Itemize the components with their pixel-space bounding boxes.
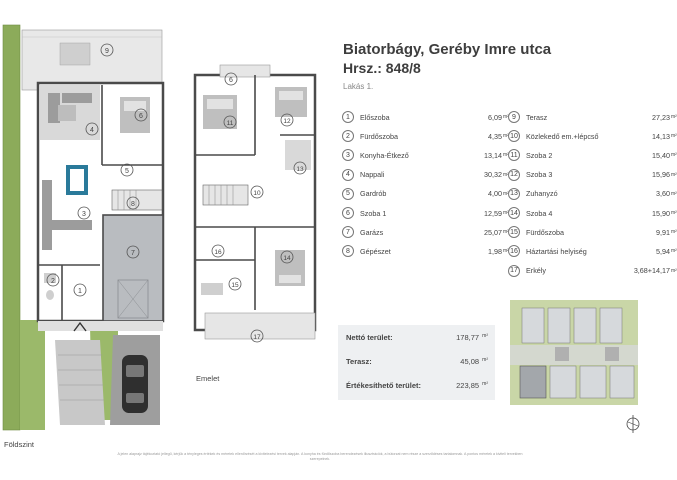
legend-number: 14 — [508, 207, 520, 219]
legend-row-6 — [342, 206, 509, 220]
legend-room-name: Konyha-Étkező — [360, 150, 409, 160]
legend-room-area: 3,68+14,17 — [633, 266, 670, 276]
legend-area-unit: m² — [671, 229, 677, 236]
legend-room-area: 6,09 — [488, 112, 502, 122]
legend-area-unit: m² — [671, 248, 677, 255]
svg-text:11: 11 — [226, 120, 234, 127]
lawn-bottom — [20, 320, 45, 430]
svg-text:6: 6 — [229, 77, 233, 84]
legend-room-area: 12,59 — [484, 208, 502, 218]
legend-room-name: Közlekedő em.+lépcső — [526, 131, 599, 141]
legend-number: 6 — [342, 207, 354, 219]
legend-area-unit: m² — [503, 210, 509, 216]
disclaimer-footnote: A jelen alaprajz tájékoztató jellegű, kérjük a tényleges értékek és méretek ellenőrzését a kivitelezési tervek alapján. A konyha és fürdőszoba berendezések illusztrációk, a bútorzat nem része a szerződéses tartalomnak. A pontos méretek a kiviteli tervekben szerepelnek. — [117, 452, 523, 461]
legend-area-unit: m² — [671, 210, 677, 216]
svg-text:7: 7 — [131, 250, 135, 257]
legend-row-1 — [342, 110, 509, 124]
legend-room-area: 25,07 — [484, 227, 502, 237]
svg-text:3: 3 — [82, 211, 86, 218]
legend-room-name: Erkély — [526, 266, 546, 276]
legend-room-area: 13,14 — [484, 150, 502, 160]
car — [122, 355, 148, 413]
legend-room-area: 30,32 — [484, 170, 502, 180]
legend-room-name: Nappali — [360, 170, 385, 180]
legend-row-2 — [342, 129, 509, 143]
svg-text:10: 10 — [253, 190, 261, 197]
legend-room-area: 14,13 — [652, 131, 670, 141]
svg-text:4: 4 — [90, 127, 94, 134]
net-area-label: Nettó terület: — [346, 333, 393, 342]
legend-row-11 — [508, 148, 677, 162]
legend-room-name: Fürdőszoba — [360, 131, 398, 141]
legend-room-name: Gépészet — [360, 246, 391, 256]
svg-text:2: 2 — [51, 278, 55, 285]
legend-room-name: Előszoba — [360, 112, 390, 122]
svg-text:17: 17 — [253, 334, 261, 341]
legend-row-15 — [508, 225, 677, 239]
legend-number: 4 — [342, 169, 354, 181]
legend-row-14 — [508, 206, 677, 220]
legend-area-unit: m² — [503, 133, 509, 140]
legend-room-area: 15,90 — [652, 208, 670, 218]
svg-text:6: 6 — [139, 113, 143, 120]
legend-number: 1 — [342, 111, 354, 123]
garage-floor — [103, 215, 163, 321]
legend-area-unit: m² — [503, 248, 509, 255]
legend-number: 17 — [508, 265, 520, 277]
legend-number: 16 — [508, 245, 520, 257]
legend-row-3 — [342, 148, 509, 162]
legend-row-17 — [508, 264, 677, 278]
legend-number: 10 — [508, 130, 520, 142]
legend-area-unit: m² — [671, 190, 677, 197]
legend-row-7 — [342, 225, 509, 239]
north-arrow-icon — [626, 412, 640, 436]
legend-room-area: 4,35 — [488, 131, 502, 141]
unit-name: Lakás 1. — [343, 82, 374, 91]
legend-area-unit: m² — [503, 190, 509, 197]
upper-floor-label: Emelet — [196, 374, 220, 383]
legend-area-unit: m² — [503, 171, 509, 178]
legend-row-5 — [342, 187, 509, 201]
legend-room-name: Szoba 4 — [526, 208, 553, 218]
ground-floor-plan — [0, 25, 175, 445]
area-totals-box — [338, 325, 495, 400]
terrace-area — [22, 30, 162, 90]
legend-area-unit: m² — [671, 152, 677, 159]
site-map-thumbnail — [510, 300, 638, 405]
legend-area-unit: m² — [671, 171, 677, 178]
terrace-area-value: 45,08 — [460, 357, 480, 366]
svg-text:16: 16 — [214, 249, 222, 256]
legend-number: 2 — [342, 130, 354, 142]
lawn-strip — [3, 25, 20, 430]
legend-room-name: Zuhanyzó — [526, 189, 558, 199]
net-area-row: Nettó terület: 178,77 $^{m^2}$ — [346, 333, 488, 342]
legend-row-10 — [508, 129, 677, 143]
legend-row-13 — [508, 187, 677, 201]
legend-number: 11 — [508, 149, 520, 161]
legend-number: 5 — [342, 188, 354, 200]
net-area-value: 178,77 — [456, 333, 480, 342]
legend-room-area: 5,94 — [656, 246, 670, 256]
terrace-area-row: Terasz: 45,08 $^{m^2}$ — [346, 357, 488, 366]
legend-room-area: 15,96 — [652, 170, 670, 180]
legend-room-area: 15,40 — [652, 150, 670, 160]
legend-room-name: Gardrób — [360, 189, 387, 199]
legend-area-unit: m² — [503, 114, 509, 120]
legend-room-area: 3,60 — [656, 189, 670, 199]
ground-floor-label: Földszint — [4, 440, 35, 449]
legend-area-unit: m² — [503, 229, 509, 236]
svg-text:12: 12 — [283, 118, 291, 125]
legend-number: 13 — [508, 188, 520, 200]
terrace-area-label: Terasz: — [346, 357, 372, 366]
legend-room-name: Szoba 3 — [526, 170, 553, 180]
legend-area-unit: m² — [503, 152, 509, 159]
legend-room-name: Terasz — [526, 112, 548, 122]
legend-number: 15 — [508, 226, 520, 238]
svg-text:5: 5 — [125, 168, 129, 175]
legend-area-unit: m² — [671, 133, 677, 140]
legend-room-name: Háztartási helyiség — [526, 246, 587, 256]
legend-area-unit: m² — [671, 114, 677, 120]
legend-number: 7 — [342, 226, 354, 238]
legend-room-area: 9,91 — [656, 227, 670, 237]
plot-number: Hrsz.: 848/8 — [343, 60, 421, 76]
sellable-area-label: Értékesíthető terület: — [346, 381, 422, 390]
legend-room-name: Fürdőszoba — [526, 227, 564, 237]
legend-room-name: Szoba 1 — [360, 208, 387, 218]
legend-number: 9 — [508, 111, 520, 123]
sellable-area-value: 223,85 — [456, 381, 480, 390]
svg-text:15: 15 — [231, 282, 239, 289]
legend-row-9 — [508, 110, 677, 124]
upper-floor-plan — [185, 55, 330, 385]
legend-number: 3 — [342, 149, 354, 161]
legend-room-name: Szoba 2 — [526, 150, 553, 160]
svg-text:13: 13 — [296, 166, 304, 173]
svg-text:9: 9 — [105, 48, 109, 55]
sellable-area-row: Értékesíthető terület: 223,85 $^{m^2}$ — [346, 381, 488, 390]
legend-row-12 — [508, 168, 677, 182]
legend-room-name: Garázs — [360, 227, 384, 237]
legend-number: 12 — [508, 169, 520, 181]
svg-text:1: 1 — [78, 288, 82, 295]
legend-area-unit: m² — [671, 267, 677, 274]
legend-row-4 — [342, 168, 509, 182]
page-title: Biatorbágy, Geréby Imre utca — [343, 41, 552, 58]
svg-text:8: 8 — [131, 201, 135, 208]
legend-room-area: 4,00 — [488, 189, 502, 199]
svg-text:14: 14 — [283, 255, 291, 262]
legend-room-area: 27,23 — [652, 112, 670, 122]
legend-row-8 — [342, 244, 509, 258]
legend-row-16 — [508, 244, 677, 258]
legend-number: 8 — [342, 245, 354, 257]
legend-room-area: 1,98 — [488, 246, 502, 256]
